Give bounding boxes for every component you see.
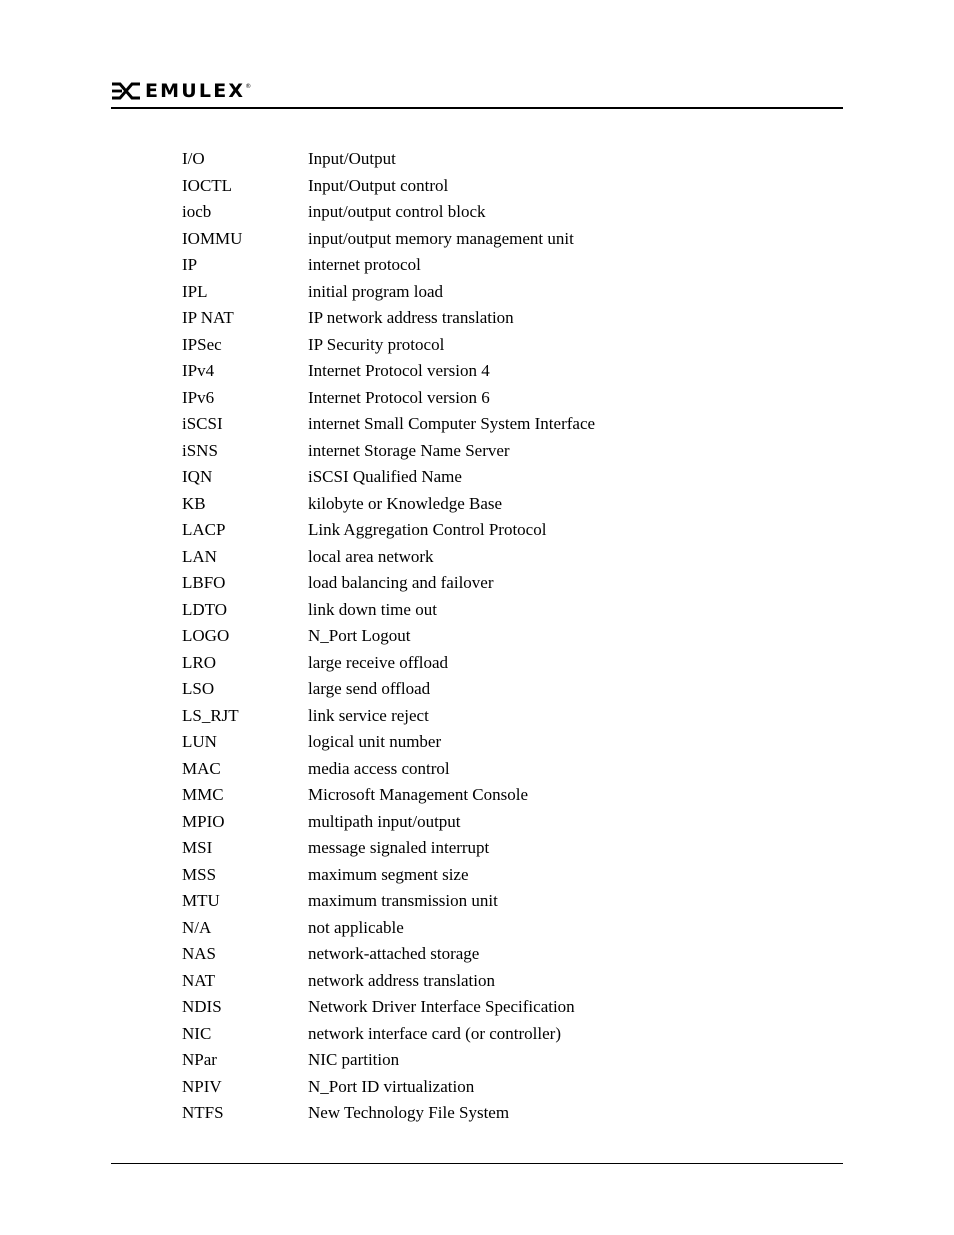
glossary-definition: link down time out xyxy=(308,599,437,619)
glossary-row xyxy=(182,199,782,226)
glossary-term: MAC xyxy=(182,758,221,778)
glossary-row xyxy=(182,835,782,862)
glossary-row xyxy=(182,252,782,279)
glossary-definition: Input/Output control xyxy=(308,175,449,195)
glossary-term: iSCSI xyxy=(182,414,223,433)
glossary-row xyxy=(182,1074,782,1101)
glossary-row xyxy=(182,464,782,491)
glossary-term: iSNS xyxy=(182,440,218,460)
glossary-term: I/O xyxy=(182,149,205,168)
glossary-definition: internet Small Computer System Interface xyxy=(308,414,596,433)
glossary-term: LSO xyxy=(182,679,215,698)
glossary-definition: maximum segment size xyxy=(308,864,469,884)
page-header xyxy=(111,78,843,108)
glossary-row xyxy=(182,305,782,332)
glossary-term: IPL xyxy=(182,281,208,301)
glossary-row xyxy=(182,411,782,438)
glossary-term: iocb xyxy=(182,202,212,221)
glossary-definition: network interface card (or controller) xyxy=(308,1023,561,1043)
glossary-row xyxy=(182,782,782,809)
glossary-term: LACP xyxy=(182,520,226,539)
glossary-term: LRO xyxy=(182,652,216,672)
glossary-term: NDIS xyxy=(182,997,222,1016)
glossary-row xyxy=(182,703,782,730)
glossary-definition: New Technology File System xyxy=(308,1103,510,1122)
glossary-row xyxy=(182,597,782,624)
glossary-definition: Link Aggregation Control Protocol xyxy=(308,520,547,539)
glossary-definition: large receive offload xyxy=(308,652,449,672)
glossary-definition: not applicable xyxy=(308,917,404,937)
trademark-symbol: ® xyxy=(245,83,252,90)
logo-text: EMULEX xyxy=(145,80,246,102)
glossary-row xyxy=(182,544,782,571)
glossary-definition: media access control xyxy=(308,758,450,778)
glossary-term: NAT xyxy=(182,970,216,990)
glossary-row xyxy=(182,862,782,889)
glossary-term: MSS xyxy=(182,864,217,884)
glossary-row xyxy=(182,1021,782,1048)
glossary-definition: IP network address translation xyxy=(308,308,514,327)
glossary-definition: link service reject xyxy=(308,705,429,725)
glossary-row xyxy=(182,332,782,359)
glossary-row xyxy=(182,941,782,968)
glossary-term: MMC xyxy=(182,785,224,804)
glossary-row xyxy=(182,756,782,783)
glossary-term: N/A xyxy=(182,917,212,937)
glossary-definition: input/output memory management unit xyxy=(308,228,574,248)
glossary-row xyxy=(182,650,782,677)
glossary-definition: kilobyte or Knowledge Base xyxy=(308,493,503,513)
glossary-term: LOGO xyxy=(182,626,230,645)
glossary-definition: Network Driver Interface Specification xyxy=(308,997,575,1016)
glossary-term: IQN xyxy=(182,467,213,486)
glossary-row xyxy=(182,1100,782,1127)
glossary-term: NPar xyxy=(182,1050,217,1069)
glossary-term: IP NAT xyxy=(182,308,234,327)
glossary-definition: IP Security protocol xyxy=(308,334,445,354)
glossary-definition: NIC partition xyxy=(308,1050,400,1069)
glossary-definition: input/output control block xyxy=(308,202,486,221)
glossary-definition: logical unit number xyxy=(308,732,442,751)
glossary-term: IP xyxy=(182,255,198,274)
glossary-row xyxy=(182,915,782,942)
glossary-definition: local area network xyxy=(308,546,434,566)
glossary-term: LAN xyxy=(182,546,217,566)
glossary-term: IOMMU xyxy=(182,228,243,248)
glossary-term: LUN xyxy=(182,732,217,751)
glossary-definition: large send offload xyxy=(308,679,431,698)
glossary-row xyxy=(182,226,782,253)
glossary-definition: multipath input/output xyxy=(308,811,461,831)
glossary-definition: Internet Protocol version 6 xyxy=(308,387,490,407)
footer-divider xyxy=(111,1163,843,1164)
glossary-definition: N_Port Logout xyxy=(308,626,411,645)
glossary-row xyxy=(182,173,782,200)
glossary-definition: load balancing and failover xyxy=(308,573,494,592)
glossary-term: MPIO xyxy=(182,811,225,831)
glossary-definition: network address translation xyxy=(308,970,495,990)
glossary-term: LDTO xyxy=(182,599,228,619)
glossary-row xyxy=(182,279,782,306)
glossary-definition: Internet Protocol version 4 xyxy=(308,361,490,380)
glossary-row xyxy=(182,385,782,412)
glossary-definition: initial program load xyxy=(308,281,444,301)
glossary-definition: message signaled interrupt xyxy=(308,838,490,857)
glossary-row xyxy=(182,968,782,995)
glossary-term: NIC xyxy=(182,1023,212,1043)
glossary-row xyxy=(182,438,782,465)
glossary-term: MSI xyxy=(182,838,213,857)
glossary-term: IPSec xyxy=(182,334,222,354)
glossary-row xyxy=(182,517,782,544)
glossary-term: IOCTL xyxy=(182,175,233,195)
glossary-definition: Input/Output xyxy=(308,149,396,168)
glossary-term: LBFO xyxy=(182,573,226,592)
glossary-definition: iSCSI Qualified Name xyxy=(308,467,462,486)
glossary-row xyxy=(182,729,782,756)
glossary-term: NAS xyxy=(182,944,217,963)
glossary-row xyxy=(182,676,782,703)
glossary-row xyxy=(182,570,782,597)
glossary-definition: Microsoft Management Console xyxy=(308,785,529,804)
glossary-row xyxy=(182,146,782,173)
glossary-term: NPIV xyxy=(182,1076,222,1096)
glossary-row xyxy=(182,994,782,1021)
glossary-term: LS_RJT xyxy=(182,705,239,725)
glossary-definition: internet Storage Name Server xyxy=(308,440,510,460)
glossary-term: NTFS xyxy=(182,1103,224,1122)
glossary-row xyxy=(182,809,782,836)
glossary-row xyxy=(182,1047,782,1074)
header-divider xyxy=(111,107,843,109)
glossary-row xyxy=(182,491,782,518)
glossary-row xyxy=(182,623,782,650)
glossary-row xyxy=(182,888,782,915)
glossary-term: IPv4 xyxy=(182,361,215,380)
glossary-list xyxy=(182,146,782,1127)
glossary-definition: network-attached storage xyxy=(308,944,480,963)
glossary-row xyxy=(182,358,782,385)
emulex-logo xyxy=(111,80,251,102)
glossary-term: MTU xyxy=(182,891,220,910)
glossary-term: IPv6 xyxy=(182,387,215,407)
emulex-mark-icon xyxy=(111,82,141,100)
glossary-term: KB xyxy=(182,493,206,513)
glossary-definition: N_Port ID virtualization xyxy=(308,1076,475,1096)
glossary-definition: internet protocol xyxy=(308,255,421,274)
glossary-definition: maximum transmission unit xyxy=(308,891,498,910)
